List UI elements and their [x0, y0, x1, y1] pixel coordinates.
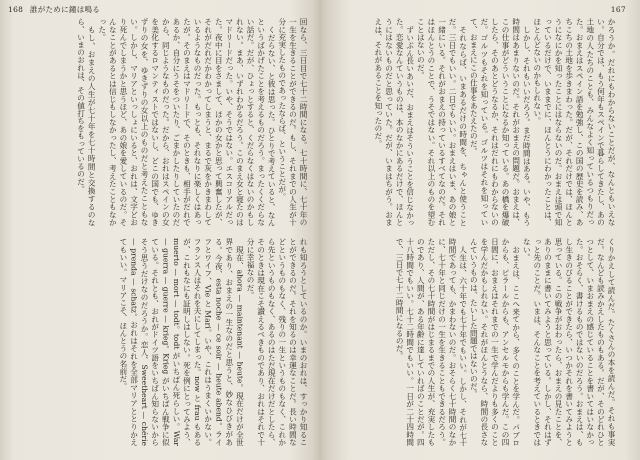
page-number: 167 — [610, 5, 626, 14]
right-page — [320, 0, 640, 460]
paragraph: れも知ろうとしているのか。いまのおれは、すっかり知ることができるのだ。それを知るのは幸運なことだ。長い時間などというものもなく、残りの一生というものもなく、これから先というものもなく、あるのはただ現在だけだとしたら、そのときは現在こそ讃えるべきものであり、おれはそれで十分に幸福なのだ。 — [246, 238, 308, 446]
paragraph: しかし、それもいいだろう。まだ時間はある。いや、もう時間はあまりないのだ。それがおまえの問題だ。おまえは、この仕事がどういうことになるか知っている。あの橋を爆破したら、そのあとどうなるか、それはだれにもわからないのだ。ゴルツもそれを知っている。ゴルツはそれを知っていて、おまえにこの仕事をあたえたのだ。 — [469, 18, 532, 226]
upper-text-tier — [22, 18, 308, 226]
paragraph: ずいぶん長いあいだ、おまえはそういうことを信じなかった。恋愛なんていうものは、本のなかにあるだけで、ほんとうにはないものだと思っていた。だが、いまはちがう。おまえは、それがあることを知ったのだ。 — [373, 18, 415, 226]
paragraph: くりかえして読んだ。たくさんの本を読んだ。それも事実だ。なんども読みかえしたものもある。だが、そのどれひとつとして、いまおまえの感じていることを書いてはいなかった。おそらく、書けるものではないのだろう。おまえは、もし生きのびることができたら、いつかそれを書いてみようと思っている。この戦争がおわったら、おまえの見たことを、ありのままに書いてみようと思っている。しかし、それはずっと先のことだ。いまは、そんなことを考えているときではない。 — [522, 238, 616, 446]
paragraph: おまえは、ここへ来てから、多くのことを学んだ。パブロからも、ピラールからも、アンセルモからも学んだ。この四日間に、おまえはそれまでの一生で学んだよりも多くのことを学んだかもしれない。それがほんとうなら、時間の長さなんていうものは、たいした問題ではないのだ。 — [469, 238, 521, 446]
lower-text-tier — [332, 238, 616, 446]
paragraph: もし、おまえの人生が七十年を七十時間と交換するのなら、いまのおれは、その値打ちをもっているのだ。 — [76, 18, 97, 226]
paragraph: くだらない、と彼は思った。ひとりで考えていると、なんというばかげたことを考えるものだろう。まったくくだらない話だ。だが、ひょっとすると、くだらなくはないのかもしれない。まあ、いずれわかるだろう。このまえ女と寝たのはマドリードだった。いや、そうではない。エスコリアルだった。夜中に目をさまして、ほかの女かと思って興奮したが、それがだれだかわかってしまうと、まるで灰をかきまわしているようなものだった。もっとも、それなりに楽しくはあったが。そのまえはマドリードで、そのときも、相手がだれであるか、自分にうそをついたり、ごまかしたりしていたのだから、同じようなものだった。だから、おれはスペインの女を美化するロマンティストではないし、どこの国でも、ゆきずりの女を、ゆきずりの女以上のものだと考えたこともない。しかし、マリアといっしょにいると、おれは、文字どおり死んでしまうかと思うほど、あの娘を愛しているのだ。そんなことがあるとは信じもしなかったし、考えたこともなかった。 — [97, 18, 277, 226]
running-head — [8, 5, 100, 14]
paragraph: 回なら、三日目で七十二時間になる。七十時間に、七十年の一生を生きることができるのだ。もし、それまでの人生が十分に充実したものであったならば、ということだが。 — [277, 18, 308, 226]
paragraph: 人生は、六十年でも七十年でもいい。しかし、それが七十時間であっても、かまわないのだ。おそらく七十時間のなかに、七十年と同じだけの一生を生きることもできるだろう。ただし、その七十時間がはじまるまでの人生が、充実したものであり、人間が、ある年齢に達していればのことだが。四十八時間でもいい。七十二時間でもいい。一日が二十四時間で、三日で七十二時間になるのだ。 — [395, 238, 468, 446]
running-head — [611, 5, 626, 14]
page-number: 168 — [8, 5, 24, 14]
paragraph: かろうか。だれにもわからないことだが、なんともいえない。自分では、もう何年もスペインで暮らしてきたし、あの土地の人たちのことも、みんなよく知っているつもりだった。おまえはスペイン語を勉強し、この国の歴史を読み、あちこちの土地を歩きまわった。だが、それだけでは、ほんとうになにかを知ったことにはならないのだ。おまえは頭で知っているだけで、いままでに、ほんとうにわかったことは、ほとんどないのかもしれない。 — [532, 18, 616, 226]
paragraph: それならば、いまあるだけの時間を、ちゃんと使うことだ。三日でもいい。二日でもいい。おまえはいま、あの娘と一緒にいる。それがおまえの持っているすべてなのだ。それはほんとうのことで、うそではない。それ以上のものを望むことはないのだ。 — [416, 18, 468, 226]
lower-text-tier — [22, 238, 308, 446]
upper-text-tier — [332, 18, 616, 226]
paragraph: 現在、ahora — maintenant — heute。現在だけが全世界であり、おまえの一生なのだと思うと、妙なひびきがある。今夜、esta noche — ce soir — heute abend。ライフとワイフ、Vie と Mari。いや、これはうまくいかない。フランス人はそれを夫にしてしまった。now と frau もあるが、これもなにも証明しはしない。死を例にとってみよう、muerto — mort — todt。todt がいちばん死らしい。War — guerra — guerre — krieg。Krieg がいちばん戦争に似ている。それとも、おれがドイツ語をいちばん知らないからそう思うだけなのだろうか。恋人、Sweetheart — chérie — prenda — schatz。おれはそれを全部マリアととりかえてもいい。マリアこそ、ほんとうの名前だ。 — [118, 238, 245, 446]
running-title: 誰がために鐘は鳴る — [29, 5, 101, 14]
